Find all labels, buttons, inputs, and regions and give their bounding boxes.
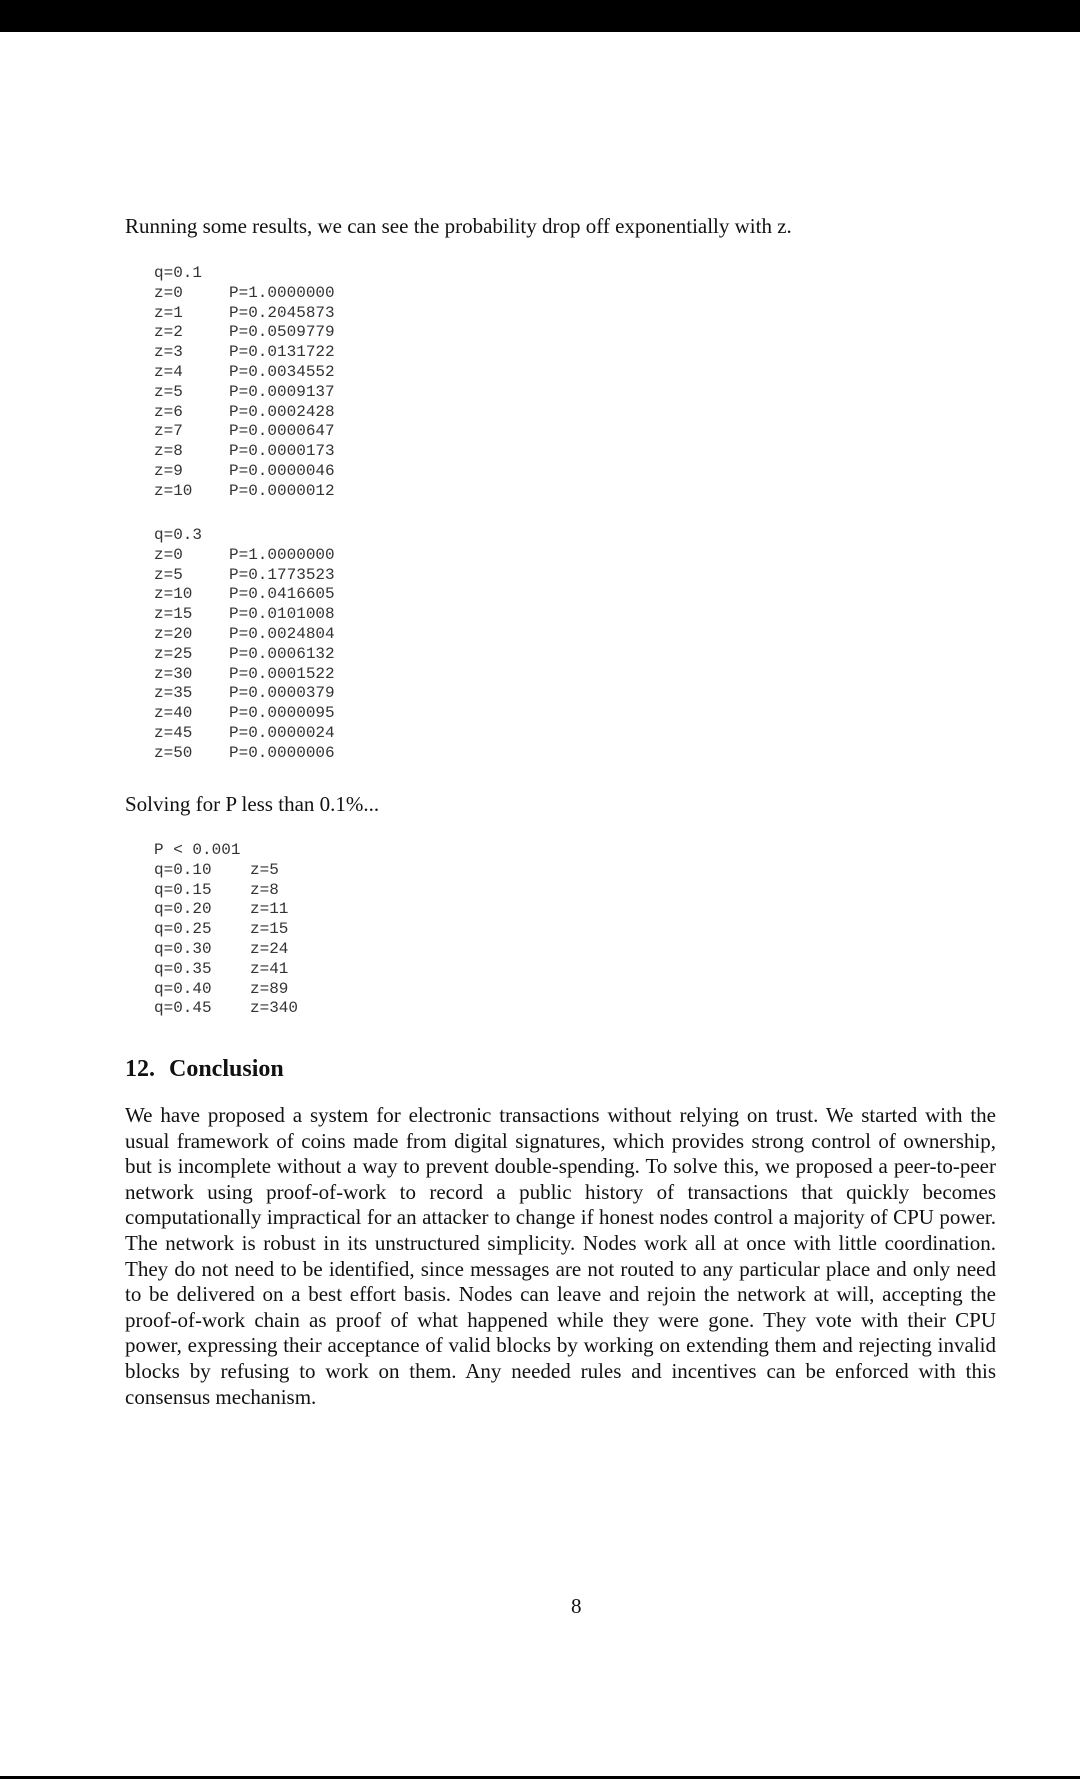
table-row: q=0.10 z=5 xyxy=(154,860,279,879)
table-row: z=5 P=0.1773523 xyxy=(154,565,335,584)
table-row: z=0 P=1.0000000 xyxy=(154,283,335,302)
table-row: z=9 P=0.0000046 xyxy=(154,461,335,480)
page-number: 8 xyxy=(571,1594,582,1618)
section-title: Conclusion xyxy=(169,1056,284,1082)
intro-paragraph: Running some results, we can see the probability drop off exponentially with z. xyxy=(125,214,792,238)
table-row: z=8 P=0.0000173 xyxy=(154,442,335,461)
conclusion-paragraph: We have proposed a system for electronic transactions without relying on trust. We started with the usual framework of coins made from digital signatures, which provides strong control of ownership, but is incomplete without a way to prevent double-spending. To solve this, we proposed a peer-to-peer network using proof-of-work to record a public history of transactions that quickly becomes computationally impractical for an attacker to change if honest nodes control a majority of CPU power. The network is robust in its unstructured simplicity. Nodes work all at once with little coordination. They do not need to be identified, since messages are not routed to any particular place and only need to be delivered on a best effort basis. Nodes can leave and rejoin the network at will, accepting the proof-of-work chain as proof of what happened while they were gone. They vote with their CPU power, expressing their acceptance of valid blocks by working on extending them and rejecting invalid blocks by refusing to work on them. Any needed rules and incentives can be enforced with this consensus mechanism. xyxy=(125,1103,996,1409)
table-row: z=10 P=0.0416605 xyxy=(154,585,335,604)
table-row: z=30 P=0.0001522 xyxy=(154,664,335,683)
table-row: z=15 P=0.0101008 xyxy=(154,605,335,624)
table-row: z=2 P=0.0509779 xyxy=(154,323,335,342)
table-row: z=25 P=0.0006132 xyxy=(154,644,335,663)
table-row: z=20 P=0.0024804 xyxy=(154,624,335,643)
table-row: q=0.30 z=24 xyxy=(154,939,289,958)
table-row: q=0.15 z=8 xyxy=(154,880,279,899)
table-row: z=45 P=0.0000024 xyxy=(154,723,335,742)
table-header: q=0.3 xyxy=(154,526,203,544)
table-row: z=3 P=0.0131722 xyxy=(154,343,335,362)
table-row: z=1 P=0.2045873 xyxy=(154,303,335,322)
table-row: q=0.20 z=11 xyxy=(154,900,289,919)
table-header: P < 0.001 xyxy=(154,841,241,859)
table-row: z=0 P=1.0000000 xyxy=(154,545,335,564)
table-row: z=50 P=0.0000006 xyxy=(154,743,335,762)
table-row: q=0.25 z=15 xyxy=(154,920,289,939)
table-row: z=35 P=0.0000379 xyxy=(154,684,335,703)
table-row: z=7 P=0.0000647 xyxy=(154,422,335,441)
section-number: 12. xyxy=(125,1056,155,1082)
table-row: z=4 P=0.0034552 xyxy=(154,362,335,381)
table-row: q=0.35 z=41 xyxy=(154,959,289,978)
section-heading xyxy=(125,1056,284,1083)
results-table-q01 xyxy=(154,264,335,502)
table-row: q=0.40 z=89 xyxy=(154,979,289,998)
table-header: q=0.1 xyxy=(154,264,203,282)
solve-table xyxy=(154,841,298,1019)
table-row: q=0.45 z=340 xyxy=(154,999,299,1018)
top-black-bar xyxy=(0,0,1080,32)
solving-paragraph: Solving for P less than 0.1%... xyxy=(125,792,380,816)
table-row: z=10 P=0.0000012 xyxy=(154,481,335,500)
table-row: z=40 P=0.0000095 xyxy=(154,704,335,723)
table-row: z=6 P=0.0002428 xyxy=(154,402,335,421)
table-row: z=5 P=0.0009137 xyxy=(154,382,335,401)
results-table-q03 xyxy=(154,526,335,764)
